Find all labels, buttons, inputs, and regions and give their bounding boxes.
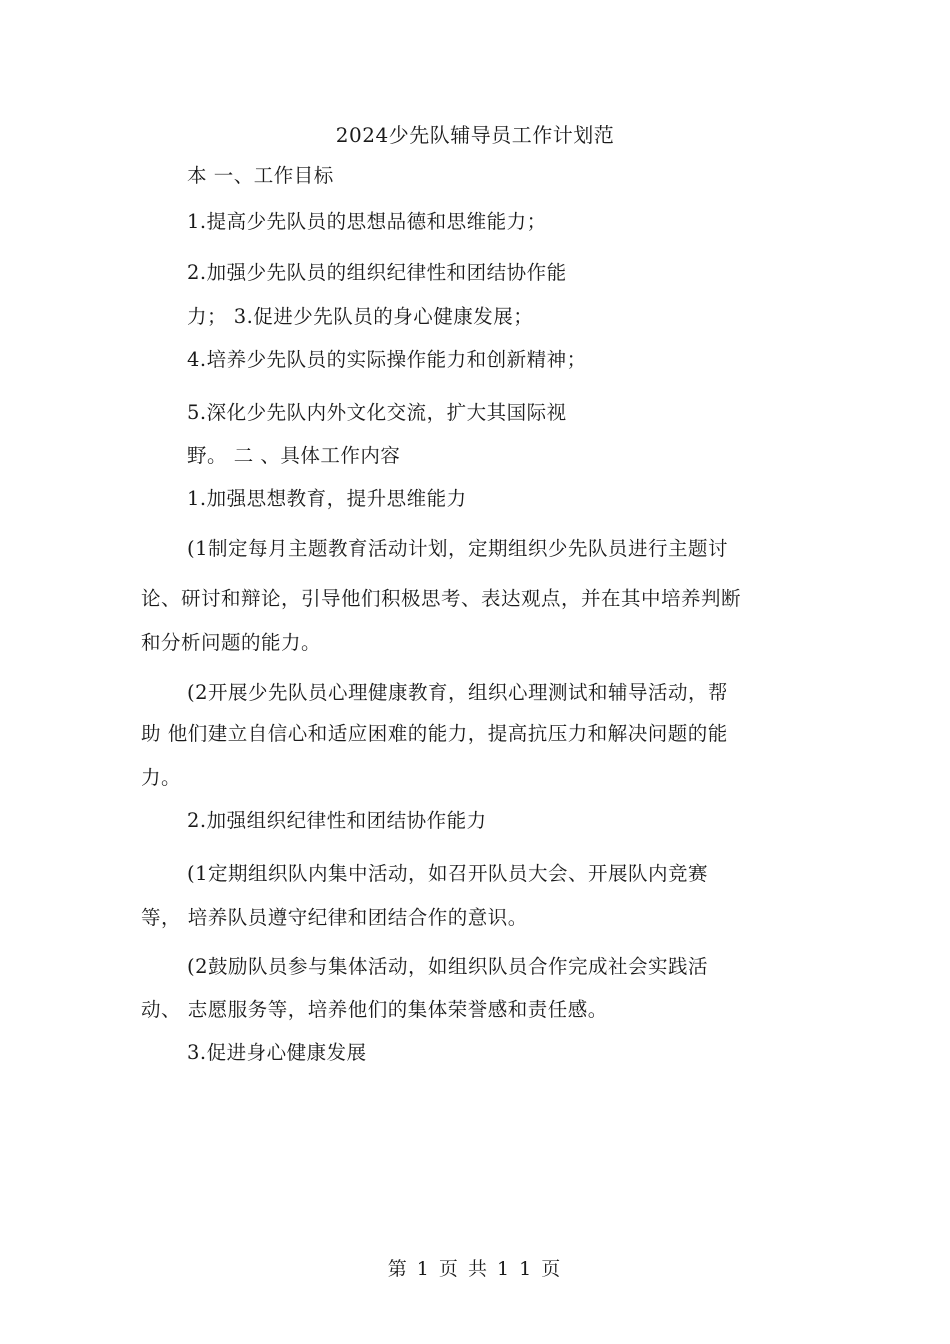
paragraph-2-line-1: (2开展少先队员心理健康教育，组织心理测试和辅导活动，帮	[187, 681, 729, 704]
paragraph-4-line-1: (2鼓励队员参与集体活动，如组织队员合作完成社会实践活	[187, 955, 709, 978]
content-heading-2: 2.加强组织纪律性和团结协作能力	[187, 809, 487, 832]
paragraph-1-line-2: 论、研讨和辩论，引导他们积极思考、表达观点，并在其中培养判断	[141, 587, 742, 610]
paragraph-3-line-1: (1定期组织队内集中活动，如召开队员大会、开展队内竞赛	[187, 862, 709, 885]
goal-item-1: 1.提高少先队员的思想品德和思维能力；	[187, 210, 547, 233]
goal-item-4: 4.培养少先队员的实际操作能力和创新精神；	[187, 348, 587, 371]
goal-item-2: 2.加强少先队员的组织纪律性和团结协作能	[187, 261, 567, 284]
goal-item-2-continued: 力； 3.促进少先队员的身心健康发展；	[187, 305, 534, 328]
section-heading-goals: 本 一、工作目标	[187, 164, 334, 187]
content-heading-3: 3.促进身心健康发展	[187, 1041, 367, 1064]
section-heading-content: 野。 二 、具体工作内容	[187, 444, 401, 467]
page-footer: 第 1 页 共 1 1 页	[387, 1258, 563, 1280]
paragraph-2-line-2: 助 他们建立自信心和适应困难的能力，提高抗压力和解决问题的能	[141, 722, 728, 745]
paragraph-4-line-2: 动、 志愿服务等，培养他们的集体荣誉感和责任感。	[141, 998, 608, 1021]
paragraph-2-line-3: 力。	[141, 766, 182, 789]
goal-item-5: 5.深化少先队内外文化交流，扩大其国际视	[187, 401, 567, 424]
content-heading-1: 1.加强思想教育，提升思维能力	[187, 487, 467, 510]
paragraph-1-line-3: 和分析问题的能力。	[141, 631, 322, 654]
document-title: 2024少先队辅导员工作计划范	[335, 123, 615, 147]
paragraph-3-line-2: 等， 培养队员遵守纪律和团结合作的意识。	[141, 906, 528, 929]
paragraph-1-line-1: (1制定每月主题教育活动计划，定期组织少先队员进行主题讨	[187, 537, 729, 560]
